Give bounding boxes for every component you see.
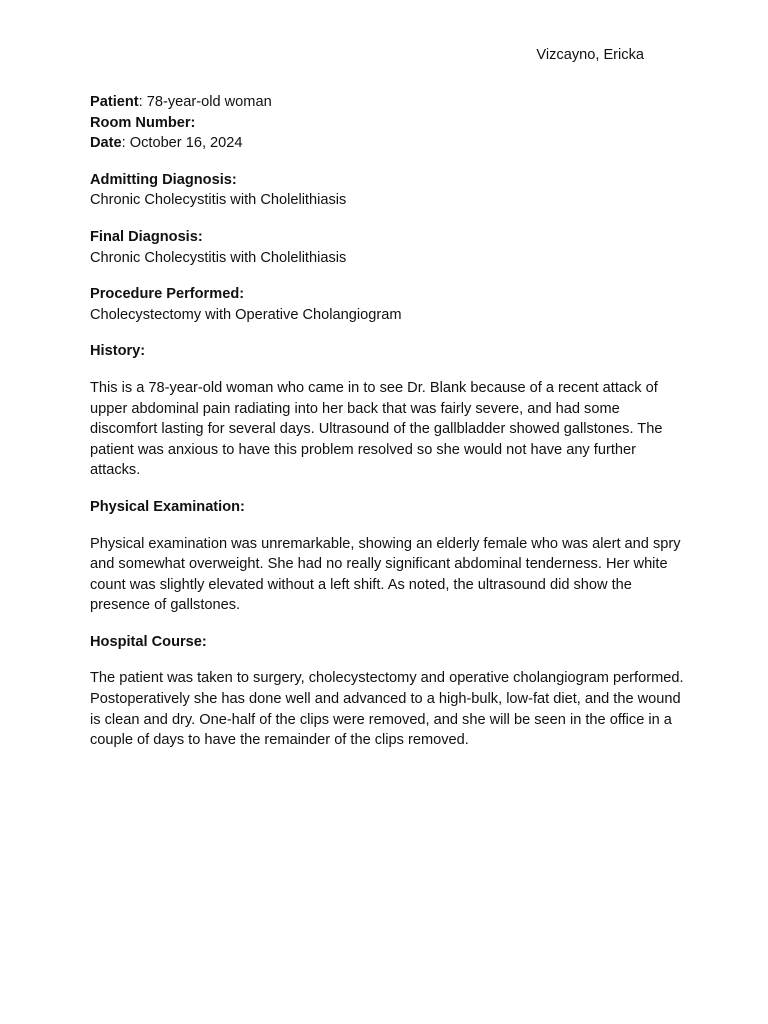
admitting-diagnosis-value: Chronic Cholecystitis with Cholelithiasis — [90, 192, 347, 209]
patient-info — [90, 92, 690, 154]
date-line — [90, 133, 690, 154]
procedure-section — [90, 284, 690, 325]
patient-label: Patient — [90, 94, 139, 110]
author-name: Vizcayno, Ericka — [536, 47, 644, 63]
final-diagnosis-heading: Final Diagnosis: — [90, 228, 203, 245]
hospital-course-text: The patient was taken to surgery, cholecystectomy and operative cholangiogram performed. Postoperatively she has done well and advanced to a high-bulk, low-fat diet, and the wound is clean and dry. One-half of the clips were removed, and she will be seen in the office in a couple of days to have the remainder of the clips removed. — [90, 670, 684, 749]
physical-exam-heading: Physical Examination: — [90, 498, 245, 515]
final-diagnosis-section — [90, 227, 690, 268]
history-heading: History: — [90, 343, 146, 360]
history-text: This is a 78-year-old woman who came in to see Dr. Blank because of a recent attack of upper abdominal pain radiating into her back that was fairly severe, and had some discomfort lasting for several days. Ultrasound of the gallbladder showed gallstones. The patient was anxious to have this problem resolved so she would not have any further attacks. — [90, 379, 663, 479]
date-label: Date — [90, 135, 122, 152]
room-number-line — [90, 113, 690, 134]
patient-value: : 78-year-old woman — [138, 94, 272, 110]
history-section — [90, 341, 690, 481]
procedure-value: Cholecystectomy with Operative Cholangiogram — [90, 306, 402, 323]
hospital-course-heading: Hospital Course: — [90, 633, 207, 650]
patient-line — [90, 92, 690, 113]
final-diagnosis-value: Chronic Cholecystitis with Cholelithiasis — [90, 249, 347, 266]
physical-exam-section — [90, 497, 690, 616]
hospital-course-section — [90, 632, 690, 751]
admitting-diagnosis-heading: Admitting Diagnosis: — [90, 171, 237, 188]
room-number-label: Room Number: — [90, 114, 196, 131]
procedure-heading: Procedure Performed: — [90, 286, 245, 303]
physical-exam-text: Physical examination was unremarkable, showing an elderly female who was alert and spry and somewhat overweight. She had no really significant abdominal tenderness. Her white count was slightly elevated without a left shift. As noted, the ultrasound did show the presence of gallstones. — [90, 535, 681, 614]
admitting-diagnosis-section — [90, 170, 690, 211]
date-value: : October 16, 2024 — [121, 135, 243, 152]
document-body — [90, 92, 690, 767]
